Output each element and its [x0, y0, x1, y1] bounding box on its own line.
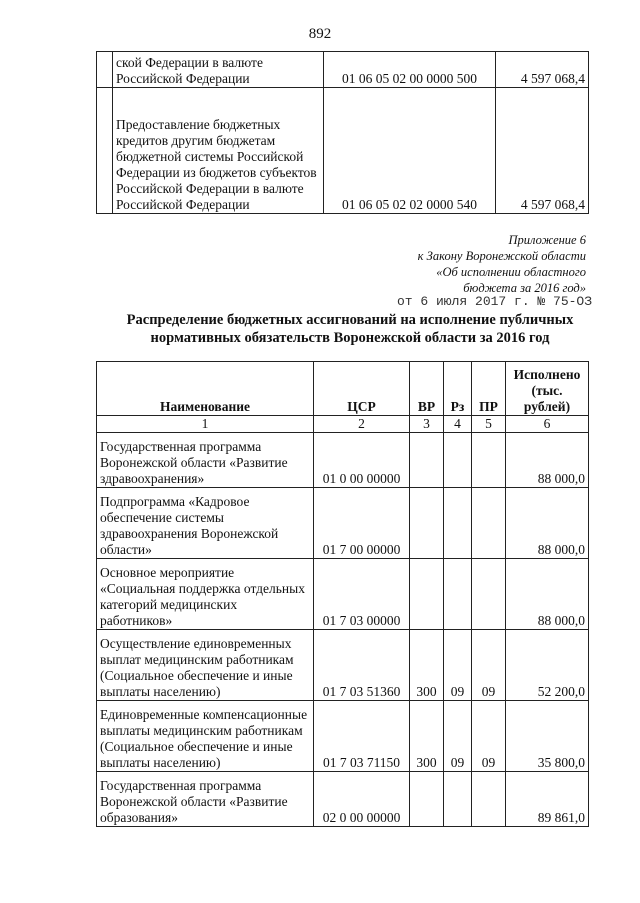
row-vr — [410, 559, 444, 630]
appendix-line: «Об исполнении областного — [436, 265, 586, 279]
row-name: Осуществление единовременных выплат медицинским работникам (Социальное обеспечение и иные выплаты населению) — [97, 630, 314, 701]
header-row — [97, 362, 589, 416]
empty-cell — [97, 88, 113, 214]
appendix-line: к Закону Воронежской области — [417, 249, 586, 263]
title-line: Распределение бюджетных ассигнований на исполнение публичных — [126, 312, 574, 328]
document-title — [90, 311, 610, 347]
row-name: ской Федерации в валюте Российской Федерации — [113, 52, 324, 88]
column-number: 6 — [506, 416, 589, 433]
header-vr: ВР — [410, 362, 444, 416]
appendix-line: Приложение 6 — [508, 233, 586, 247]
row-rz — [444, 559, 472, 630]
column-number: 1 — [97, 416, 314, 433]
row-pr: 09 — [472, 701, 506, 772]
row-rz — [444, 488, 472, 559]
table-row — [97, 559, 589, 630]
page-number: 892 — [308, 26, 332, 42]
row-vr: 300 — [410, 701, 444, 772]
row-csr: 01 7 03 00000 — [314, 559, 410, 630]
header-rz: Рз — [444, 362, 472, 416]
row-executed: 52 200,0 — [506, 630, 589, 701]
row-name: Подпрограмма «Кадровое обеспечение системы здравоохранения Воронежской области» — [97, 488, 314, 559]
row-name: Государственная программа Воронежской области «Развитие здравоохранения» — [97, 433, 314, 488]
appendix-line: бюджета за 2016 год» — [463, 281, 586, 295]
row-vr: 300 — [410, 630, 444, 701]
header-pr: ПР — [472, 362, 506, 416]
row-executed: 88 000,0 — [506, 433, 589, 488]
budget-code: 01 06 05 02 02 0000 540 — [324, 88, 496, 214]
row-pr — [472, 433, 506, 488]
row-vr — [410, 772, 444, 827]
table-row — [97, 433, 589, 488]
row-pr — [472, 488, 506, 559]
continuation-table — [96, 51, 589, 214]
row-executed: 88 000,0 — [506, 488, 589, 559]
column-number: 2 — [314, 416, 410, 433]
row-pr — [472, 559, 506, 630]
table-row — [97, 488, 589, 559]
row-rz — [444, 772, 472, 827]
row-rz: 09 — [444, 701, 472, 772]
column-number-row — [97, 416, 589, 433]
row-executed: 88 000,0 — [506, 559, 589, 630]
row-name: Государственная программа Воронежской области «Развитие образования» — [97, 772, 314, 827]
row-executed: 35 800,0 — [506, 701, 589, 772]
row-rz: 09 — [444, 630, 472, 701]
column-number: 4 — [444, 416, 472, 433]
title-line: нормативных обязательств Воронежской области за 2016 год — [150, 330, 550, 346]
row-pr — [472, 772, 506, 827]
row-rz — [444, 433, 472, 488]
header-executed: Исполнено (тыс. рублей) — [506, 362, 589, 416]
table-row — [97, 701, 589, 772]
row-vr — [410, 433, 444, 488]
row-csr: 01 0 00 00000 — [314, 433, 410, 488]
amount: 4 597 068,4 — [496, 88, 589, 214]
empty-cell — [97, 52, 113, 88]
row-name: Единовременные компенсационные выплаты медицинским работникам (Социальное обеспечение и иные выплаты населению) — [97, 701, 314, 772]
row-csr: 01 7 03 71150 — [314, 701, 410, 772]
row-csr: 01 7 03 51360 — [314, 630, 410, 701]
header-name: Наименование — [97, 362, 314, 416]
row-csr: 01 7 00 00000 — [314, 488, 410, 559]
row-executed: 89 861,0 — [506, 772, 589, 827]
appendix-note — [418, 232, 586, 296]
column-number: 3 — [410, 416, 444, 433]
row-vr — [410, 488, 444, 559]
row-name: Предоставление бюджетных кредитов другим бюджетам бюджетной системы Российской Федерации из бюджетов субъектов Российской Федерации в валюте Российской Федерации — [113, 88, 324, 214]
row-name: Основное мероприятие «Социальная поддержка отдельных категорий медицинских работников» — [97, 559, 314, 630]
row-csr: 02 0 00 00000 — [314, 772, 410, 827]
amount: 4 597 068,4 — [496, 52, 589, 88]
table-row — [97, 772, 589, 827]
law-date-stamp: от 6 июля 2017 г. № 75-ОЗ — [397, 294, 593, 309]
table-row — [97, 52, 589, 88]
allocation-table — [96, 361, 589, 827]
row-pr: 09 — [472, 630, 506, 701]
table-row — [97, 630, 589, 701]
header-csr: ЦСР — [314, 362, 410, 416]
budget-code: 01 06 05 02 00 0000 500 — [324, 52, 496, 88]
table-row — [97, 88, 589, 214]
column-number: 5 — [472, 416, 506, 433]
